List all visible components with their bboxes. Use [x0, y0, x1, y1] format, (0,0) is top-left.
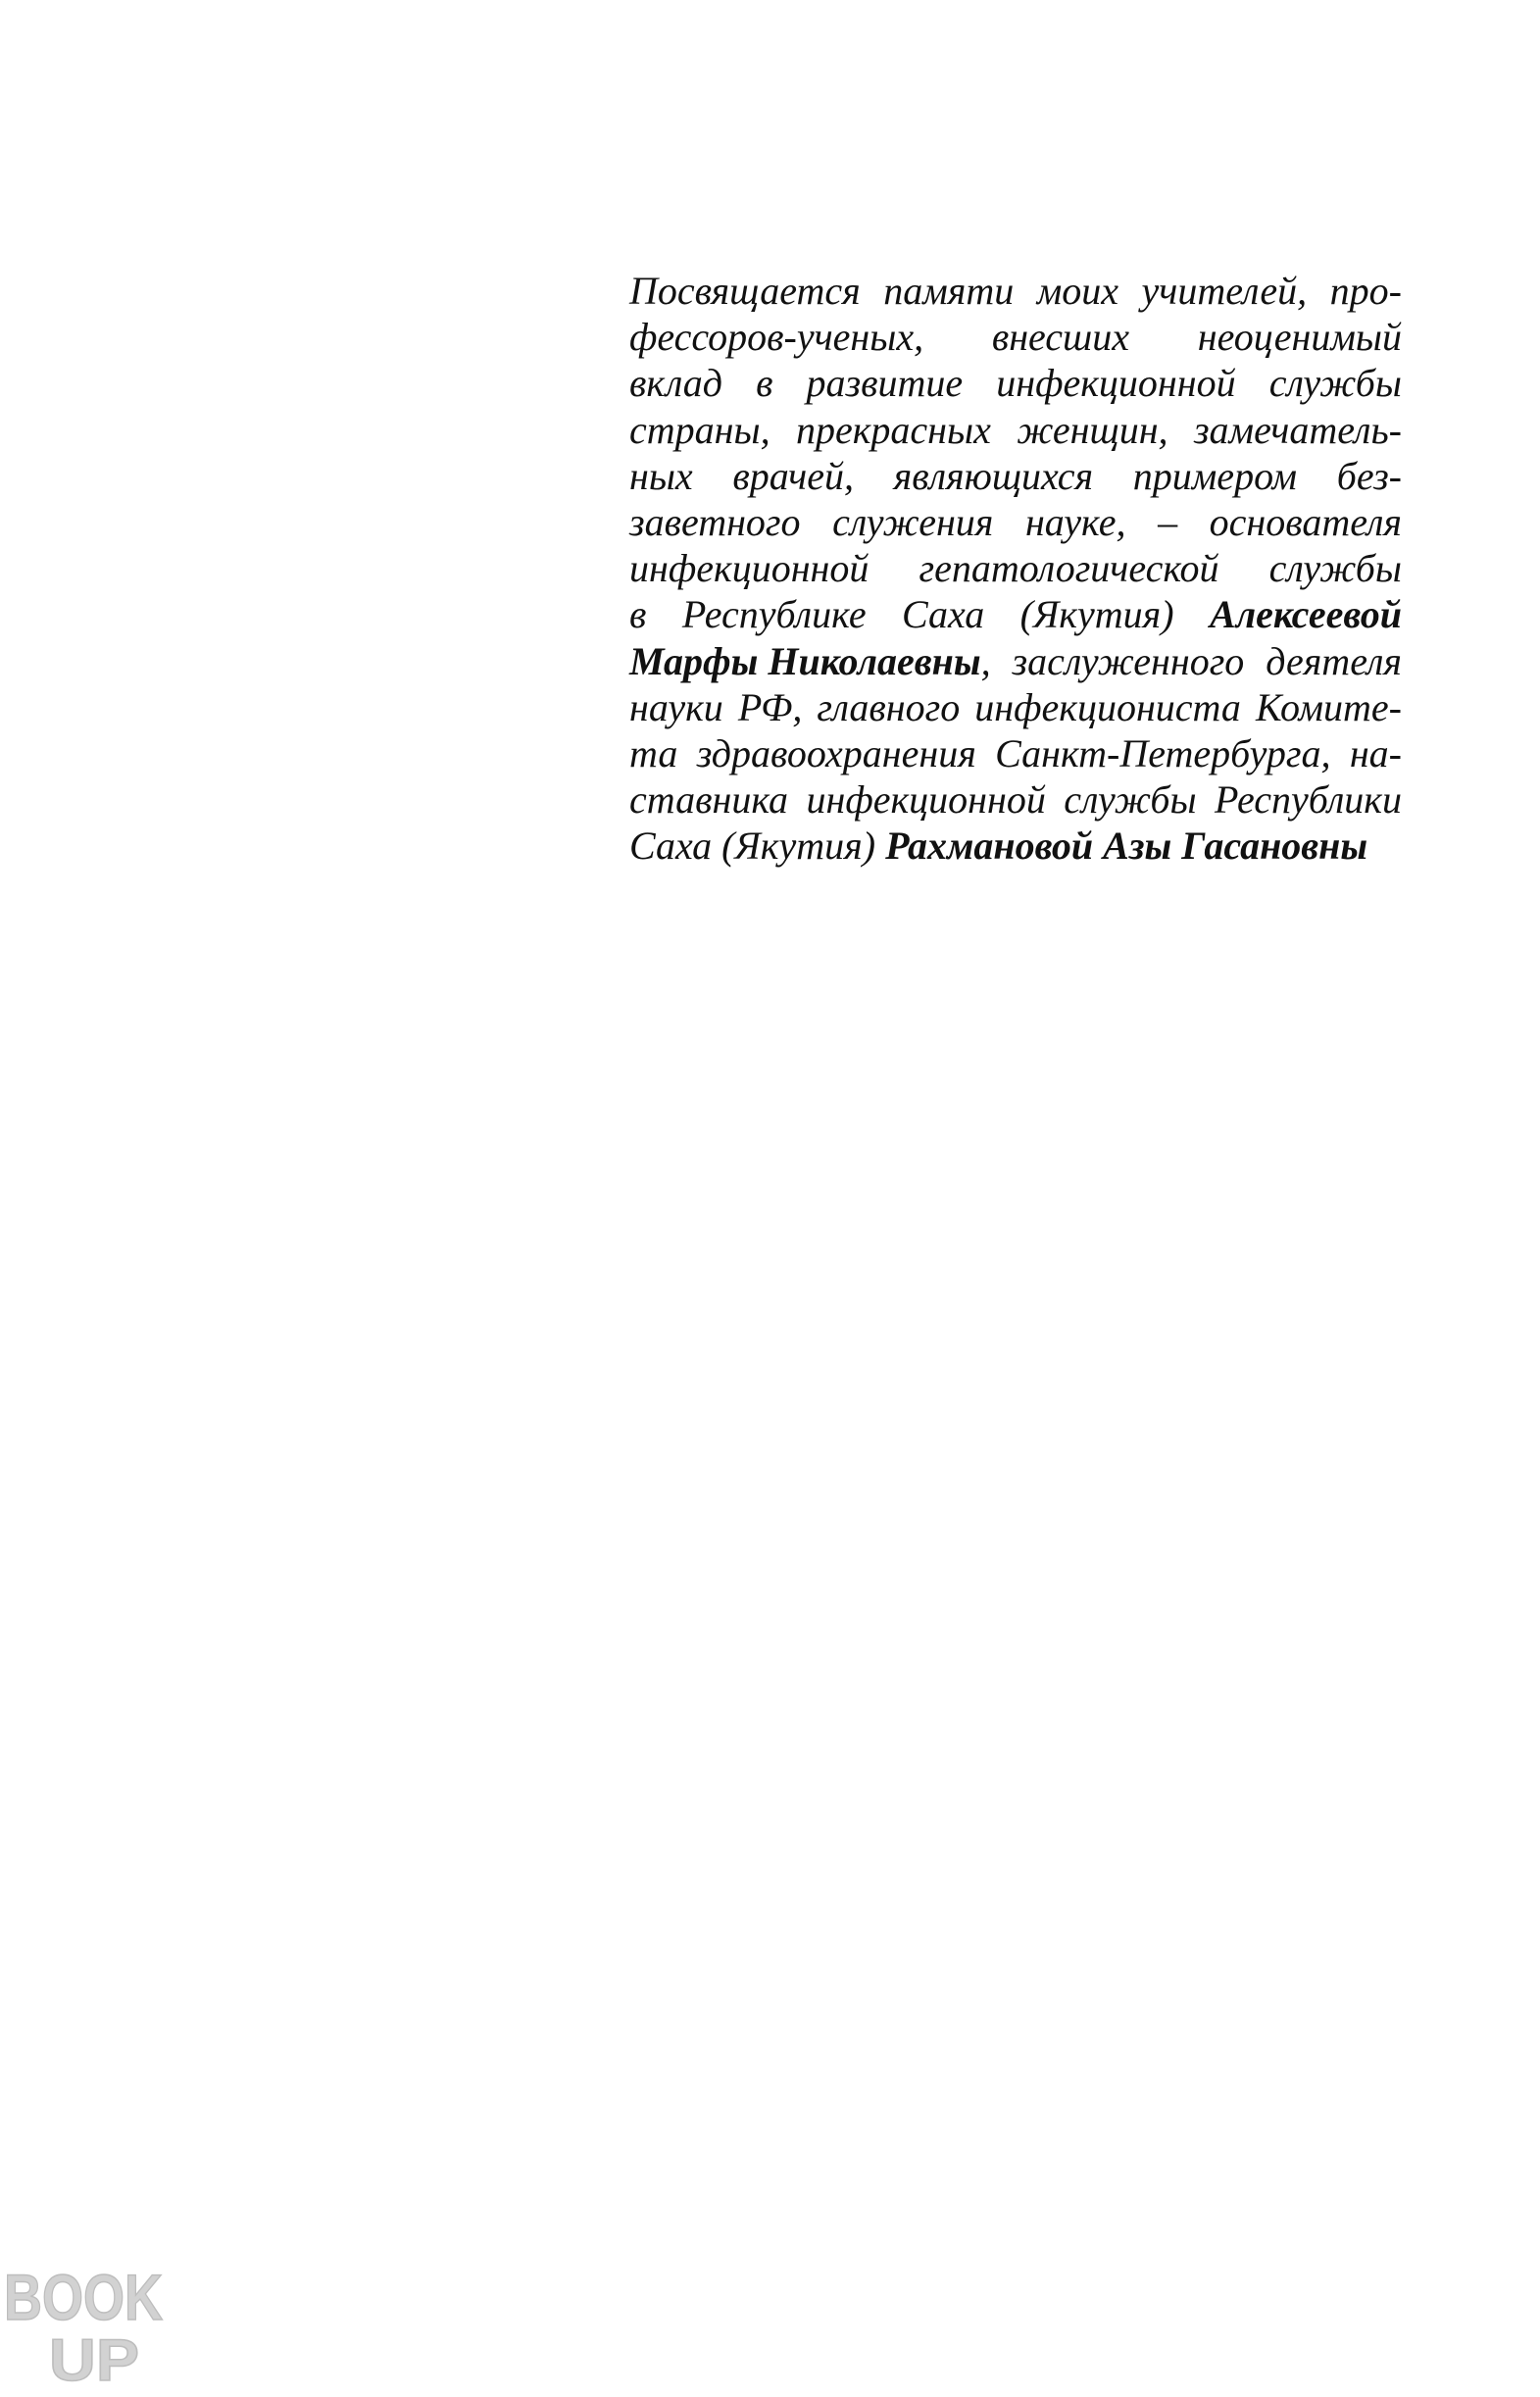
- dedication-line: ных врачей, являющихся примером без-: [629, 453, 1402, 498]
- dedication-line: Посвящается памяти моих учителей, про-: [629, 269, 1402, 313]
- dedication-line: Саха (Якутия) Рахмановой Азы Гасановны: [629, 824, 1368, 869]
- dedication-line: та здравоохранения Санкт-Петербурга, на-: [629, 730, 1402, 775]
- dedication-line: вклад в развитие инфекционной службы: [629, 361, 1402, 406]
- honoree-name-2: Рахмановой Азы Гасановны: [885, 824, 1368, 869]
- dedication-line: науки РФ, главного инфекциониста Комите-: [629, 684, 1402, 729]
- bookup-logo: [2, 2259, 167, 2393]
- dedication-line: Марфы Николаевны, заслуженного деятеля: [629, 638, 1402, 683]
- dedication-line: ставника инфекционной службы Республики: [629, 777, 1402, 823]
- dedication-text: [629, 268, 1402, 869]
- honoree-name-1: Алексеевой: [1209, 592, 1402, 637]
- dedication-line: страны, прекрасных женщин, замечатель-: [629, 407, 1402, 452]
- dedication-line: инфекционной гепатологической службы: [629, 546, 1402, 591]
- dedication-line: заветного служения науке, – основателя: [629, 499, 1402, 544]
- dedication-line: в Республике Саха (Якутия) Алексеевой: [629, 592, 1402, 637]
- bookup-logo-top: BOOK: [4, 2261, 164, 2333]
- bookup-logo-bottom: UP: [49, 2327, 139, 2393]
- dedication-line: фессоров-ученых, внесших неоценимый: [629, 315, 1402, 360]
- honoree-name-1-cont: Марфы Николаевны: [629, 638, 981, 683]
